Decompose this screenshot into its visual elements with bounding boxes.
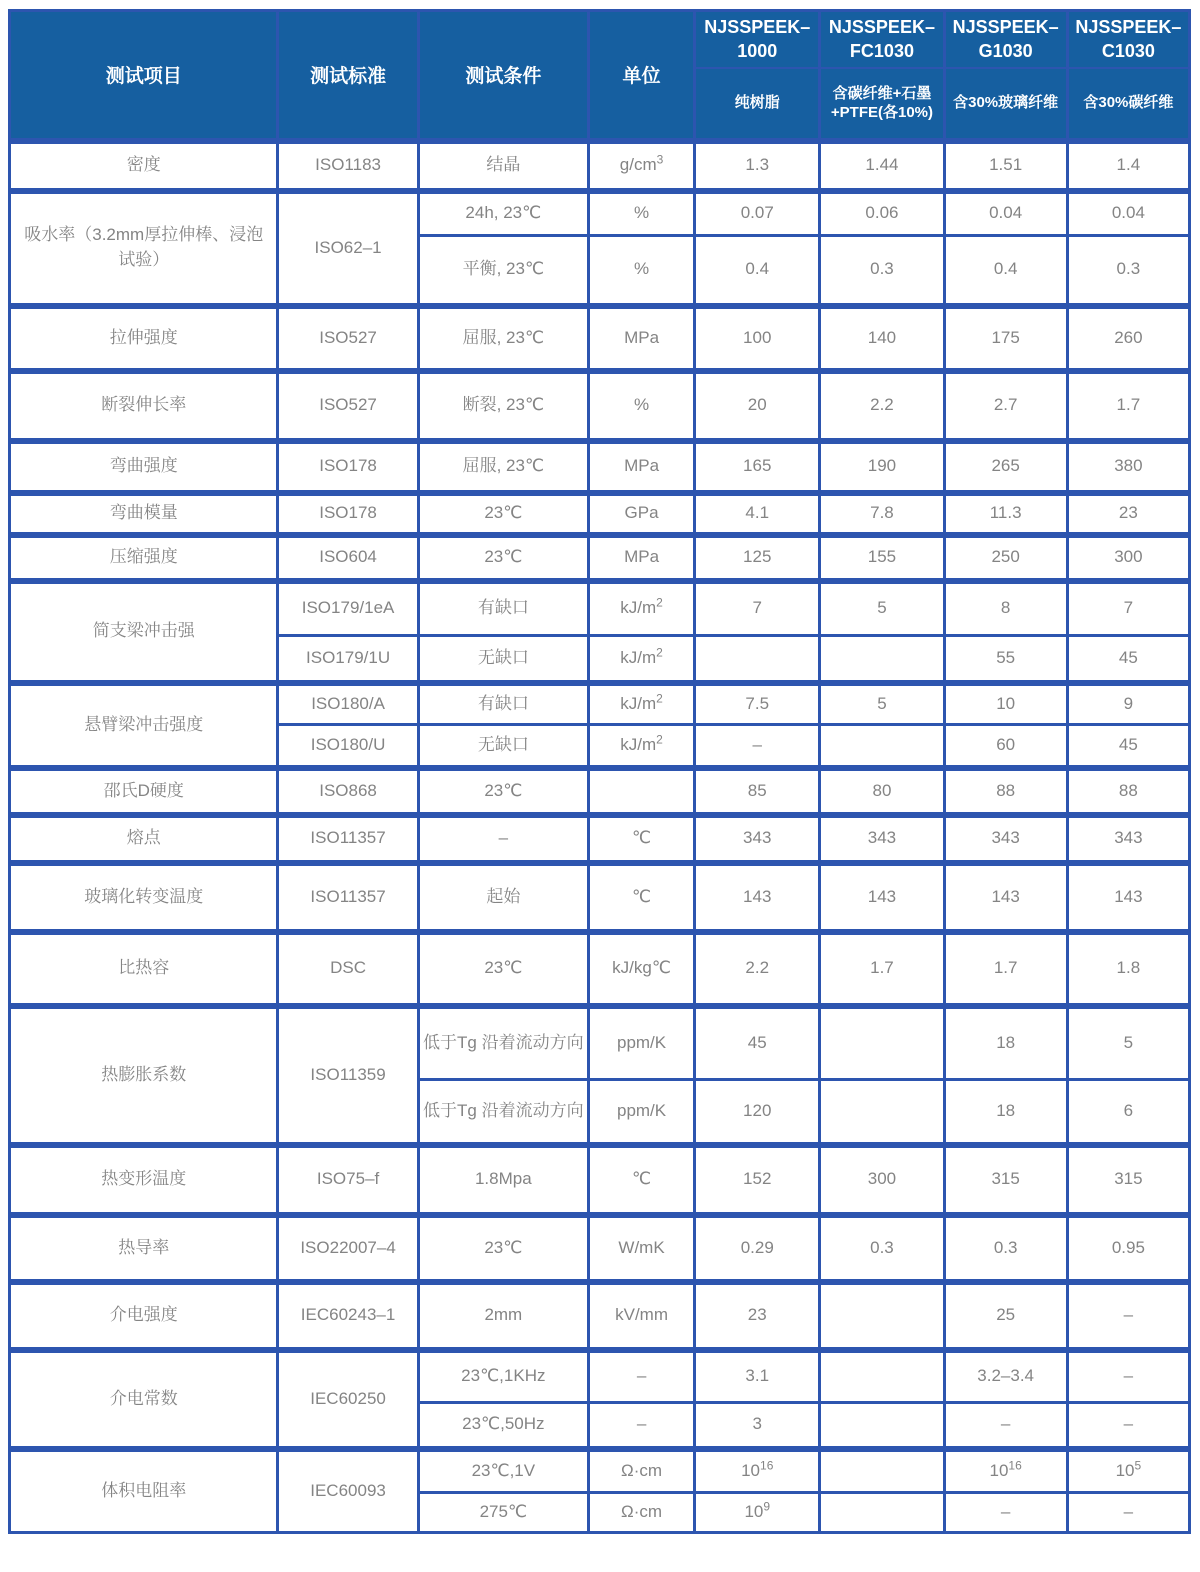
value-cell [695, 636, 820, 683]
value-exponent: 9 [763, 1499, 771, 1514]
value-cell [820, 1493, 944, 1533]
value-cell: 125 [695, 535, 820, 581]
value-cell: 1.8 [1067, 932, 1189, 1006]
value-cell [695, 1493, 820, 1533]
value-cell: 190 [820, 441, 944, 493]
condition-cell: 23℃ [418, 768, 588, 815]
standard-cell: ISO1183 [278, 141, 418, 191]
property-cell: 弯曲强度 [10, 441, 278, 493]
product-model-header: NJSSPEEK–1000 [695, 11, 820, 68]
value-cell: 0.04 [1067, 191, 1189, 236]
value-cell: – [944, 1403, 1067, 1449]
value-cell [820, 1006, 944, 1080]
standard-cell: ISO178 [278, 493, 418, 535]
property-cell: 热变形温度 [10, 1145, 278, 1215]
value-cell: – [695, 725, 820, 768]
unit-base: g/cm [619, 155, 657, 175]
condition-cell: 23℃,50Hz [418, 1403, 588, 1449]
unit-cell: MPa [588, 306, 694, 371]
value-cell: 7.5 [695, 683, 820, 725]
product-model-header: NJSSPEEK–G1030 [944, 11, 1067, 68]
value-cell: – [1067, 1403, 1189, 1449]
unit-exponent: 2 [656, 595, 663, 610]
table-row [10, 815, 1190, 863]
table-row [10, 191, 1190, 236]
column-header-test-condition: 测试条件 [418, 11, 588, 141]
value-cell: 6 [1067, 1080, 1189, 1145]
property-cell: 简支梁冲击强 [10, 581, 278, 683]
value-cell: 4.1 [695, 493, 820, 535]
value-cell: 343 [695, 815, 820, 863]
value-cell [820, 1449, 944, 1493]
value-cell: 0.06 [820, 191, 944, 236]
value-base: 10 [741, 1460, 761, 1480]
condition-cell: 24h, 23℃ [418, 191, 588, 236]
value-cell: 10 [944, 683, 1067, 725]
unit-exponent: 2 [656, 691, 663, 706]
unit-base: kJ/m [620, 647, 657, 667]
unit-base: kJ/m [620, 693, 657, 713]
unit-base: kJ/m [620, 598, 657, 618]
column-header-test-item: 测试项目 [10, 11, 278, 141]
condition-cell: – [418, 815, 588, 863]
value-cell: – [1067, 1282, 1189, 1350]
value-cell: 343 [944, 815, 1067, 863]
value-cell: 7.8 [820, 493, 944, 535]
table-row [10, 1145, 1190, 1215]
table-row [10, 683, 1190, 725]
value-cell: 11.3 [944, 493, 1067, 535]
property-cell: 压缩强度 [10, 535, 278, 581]
condition-cell: 有缺口 [418, 683, 588, 725]
value-cell: 2.2 [820, 371, 944, 441]
condition-cell: 23℃ [418, 493, 588, 535]
unit-cell: % [588, 371, 694, 441]
standard-cell: ISO62–1 [278, 191, 418, 306]
unit-cell: ppm/K [588, 1006, 694, 1080]
standard-cell: ISO868 [278, 768, 418, 815]
property-cell: 体积电阻率 [10, 1449, 278, 1533]
value-cell: 155 [820, 535, 944, 581]
value-cell: 60 [944, 725, 1067, 768]
product-desc-header: 含30%碳纤维 [1067, 68, 1189, 141]
property-cell: 热导率 [10, 1215, 278, 1282]
value-cell: 5 [820, 581, 944, 636]
table-row [10, 441, 1190, 493]
value-cell: 140 [820, 306, 944, 371]
property-cell: 拉伸强度 [10, 306, 278, 371]
value-cell: 143 [695, 863, 820, 932]
product-model-header: NJSSPEEK–FC1030 [820, 11, 944, 68]
table-row [10, 581, 1190, 636]
unit-cell: % [588, 191, 694, 236]
unit-cell [588, 768, 694, 815]
value-cell [820, 1080, 944, 1145]
value-cell: 18 [944, 1006, 1067, 1080]
value-cell: 250 [944, 535, 1067, 581]
value-cell [820, 1403, 944, 1449]
value-cell: 0.4 [695, 236, 820, 306]
property-cell: 熔点 [10, 815, 278, 863]
value-cell: 0.3 [820, 1215, 944, 1282]
unit-cell [588, 141, 694, 191]
value-cell: 2.7 [944, 371, 1067, 441]
column-header-test-standard: 测试标准 [278, 11, 418, 141]
condition-cell: 275℃ [418, 1493, 588, 1533]
table-row [10, 1006, 1190, 1080]
header-row-models [10, 11, 1190, 68]
standard-cell: ISO604 [278, 535, 418, 581]
property-cell: 悬臂梁冲击强度 [10, 683, 278, 768]
property-cell: 热膨胀系数 [10, 1006, 278, 1145]
value-cell: 3.1 [695, 1350, 820, 1403]
table-row [10, 1350, 1190, 1403]
value-cell: 343 [820, 815, 944, 863]
value-cell: 0.95 [1067, 1215, 1189, 1282]
condition-cell: 屈服, 23℃ [418, 441, 588, 493]
condition-cell: 23℃,1V [418, 1449, 588, 1493]
unit-exponent: 3 [656, 152, 664, 167]
value-cell: 165 [695, 441, 820, 493]
value-cell: 175 [944, 306, 1067, 371]
table-row [10, 768, 1190, 815]
product-desc-header: 含30%玻璃纤维 [944, 68, 1067, 141]
property-cell: 介电常数 [10, 1350, 278, 1449]
unit-cell [588, 636, 694, 683]
unit-cell [588, 725, 694, 768]
condition-cell: 23℃,1KHz [418, 1350, 588, 1403]
property-cell: 邵氏D硬度 [10, 768, 278, 815]
property-cell: 玻璃化转变温度 [10, 863, 278, 932]
value-base: 10 [1115, 1460, 1135, 1480]
value-cell: 2.2 [695, 932, 820, 1006]
standard-cell: ISO11357 [278, 815, 418, 863]
table-row [10, 141, 1190, 191]
value-cell [1067, 1449, 1189, 1493]
unit-cell: – [588, 1403, 694, 1449]
value-cell: 0.07 [695, 191, 820, 236]
property-cell: 介电强度 [10, 1282, 278, 1350]
value-cell [820, 636, 944, 683]
standard-cell: ISO179/1eA [278, 581, 418, 636]
value-cell: 1.7 [1067, 371, 1189, 441]
standard-cell: ISO179/1U [278, 636, 418, 683]
property-cell: 断裂伸长率 [10, 371, 278, 441]
value-exponent: 16 [1008, 1458, 1022, 1473]
table-row [10, 493, 1190, 535]
value-cell: 0.04 [944, 191, 1067, 236]
value-cell: 5 [1067, 1006, 1189, 1080]
unit-cell [588, 683, 694, 725]
value-cell: 88 [1067, 768, 1189, 815]
value-cell: 300 [1067, 535, 1189, 581]
unit-cell: Ω·cm [588, 1449, 694, 1493]
spec-table [8, 9, 1191, 1534]
product-desc-header: 含碳纤维+石墨+PTFE(各10%) [820, 68, 944, 141]
unit-cell: kJ/kg℃ [588, 932, 694, 1006]
value-cell: 85 [695, 768, 820, 815]
value-cell: 315 [1067, 1145, 1189, 1215]
unit-exponent: 2 [656, 732, 663, 747]
value-cell: 380 [1067, 441, 1189, 493]
unit-cell: MPa [588, 441, 694, 493]
table-row [10, 371, 1190, 441]
table-row [10, 535, 1190, 581]
value-cell: 143 [820, 863, 944, 932]
value-cell: 1.7 [944, 932, 1067, 1006]
value-base: 10 [744, 1502, 764, 1522]
condition-cell: 断裂, 23℃ [418, 371, 588, 441]
value-cell: 45 [695, 1006, 820, 1080]
table-row [10, 863, 1190, 932]
value-cell: 143 [944, 863, 1067, 932]
standard-cell: ISO75–f [278, 1145, 418, 1215]
unit-cell: % [588, 236, 694, 306]
value-cell: 0.3 [820, 236, 944, 306]
unit-cell: ℃ [588, 815, 694, 863]
value-cell: 343 [1067, 815, 1189, 863]
value-cell [820, 1350, 944, 1403]
condition-cell: 无缺口 [418, 636, 588, 683]
value-cell: 0.3 [1067, 236, 1189, 306]
condition-cell: 23℃ [418, 1215, 588, 1282]
value-base: 10 [989, 1460, 1009, 1480]
standard-cell: DSC [278, 932, 418, 1006]
standard-cell: ISO11357 [278, 863, 418, 932]
value-cell: 0.29 [695, 1215, 820, 1282]
standard-cell: ISO527 [278, 371, 418, 441]
value-cell: 45 [1067, 636, 1189, 683]
standard-cell: IEC60243–1 [278, 1282, 418, 1350]
product-desc-header: 纯树脂 [695, 68, 820, 141]
condition-cell: 23℃ [418, 932, 588, 1006]
value-cell: 18 [944, 1080, 1067, 1145]
standard-cell: IEC60250 [278, 1350, 418, 1449]
value-exponent: 16 [760, 1458, 774, 1473]
value-cell: 23 [695, 1282, 820, 1350]
unit-cell: ℃ [588, 863, 694, 932]
value-cell: 143 [1067, 863, 1189, 932]
value-cell: 1.3 [695, 141, 820, 191]
property-cell: 比热容 [10, 932, 278, 1006]
table-row [10, 932, 1190, 1006]
value-cell: 100 [695, 306, 820, 371]
value-exponent: 5 [1134, 1458, 1142, 1473]
unit-cell: ppm/K [588, 1080, 694, 1145]
value-cell [695, 1449, 820, 1493]
property-cell: 密度 [10, 141, 278, 191]
table-row [10, 306, 1190, 371]
table-row [10, 1449, 1190, 1493]
value-cell: – [1067, 1350, 1189, 1403]
condition-cell: 低于Tg 沿着流动方向 [418, 1006, 588, 1080]
value-cell: – [944, 1493, 1067, 1533]
unit-exponent: 2 [656, 645, 663, 660]
condition-cell: 平衡, 23℃ [418, 236, 588, 306]
value-cell: 300 [820, 1145, 944, 1215]
column-header-unit: 单位 [588, 11, 694, 141]
standard-cell: ISO178 [278, 441, 418, 493]
standard-cell: ISO527 [278, 306, 418, 371]
value-cell [944, 1449, 1067, 1493]
standard-cell: IEC60093 [278, 1449, 418, 1533]
value-cell: 1.7 [820, 932, 944, 1006]
condition-cell: 1.8Mpa [418, 1145, 588, 1215]
value-cell: 80 [820, 768, 944, 815]
unit-cell: Ω·cm [588, 1493, 694, 1533]
unit-cell: MPa [588, 535, 694, 581]
value-cell: 7 [1067, 581, 1189, 636]
value-cell: 23 [1067, 493, 1189, 535]
unit-cell: W/mK [588, 1215, 694, 1282]
standard-cell: ISO180/A [278, 683, 418, 725]
value-cell: 8 [944, 581, 1067, 636]
value-cell: 1.51 [944, 141, 1067, 191]
unit-cell: kV/mm [588, 1282, 694, 1350]
unit-cell: GPa [588, 493, 694, 535]
value-cell: 88 [944, 768, 1067, 815]
value-cell: 1.44 [820, 141, 944, 191]
value-cell [820, 1282, 944, 1350]
condition-cell: 有缺口 [418, 581, 588, 636]
value-cell: 0.3 [944, 1215, 1067, 1282]
value-cell: 3.2–3.4 [944, 1350, 1067, 1403]
unit-cell [588, 581, 694, 636]
unit-cell: ℃ [588, 1145, 694, 1215]
value-cell: 7 [695, 581, 820, 636]
product-model-header: NJSSPEEK–C1030 [1067, 11, 1189, 68]
value-cell: 9 [1067, 683, 1189, 725]
table-row [10, 1215, 1190, 1282]
value-cell: 265 [944, 441, 1067, 493]
condition-cell: 起始 [418, 863, 588, 932]
property-cell: 弯曲模量 [10, 493, 278, 535]
value-cell: 315 [944, 1145, 1067, 1215]
condition-cell: 低于Tg 沿着流动方向 [418, 1080, 588, 1145]
standard-cell: ISO180/U [278, 725, 418, 768]
value-cell: 152 [695, 1145, 820, 1215]
value-cell: 5 [820, 683, 944, 725]
condition-cell: 无缺口 [418, 725, 588, 768]
value-cell: 0.4 [944, 236, 1067, 306]
value-cell: 55 [944, 636, 1067, 683]
condition-cell: 23℃ [418, 535, 588, 581]
value-cell: 25 [944, 1282, 1067, 1350]
value-cell [820, 725, 944, 768]
value-cell: 1.4 [1067, 141, 1189, 191]
table-row [10, 1282, 1190, 1350]
standard-cell: ISO22007–4 [278, 1215, 418, 1282]
value-cell: 260 [1067, 306, 1189, 371]
value-cell: – [1067, 1493, 1189, 1533]
value-cell: 3 [695, 1403, 820, 1449]
value-cell: 120 [695, 1080, 820, 1145]
value-cell: 45 [1067, 725, 1189, 768]
condition-cell: 结晶 [418, 141, 588, 191]
value-cell: 20 [695, 371, 820, 441]
standard-cell: ISO11359 [278, 1006, 418, 1145]
condition-cell: 2mm [418, 1282, 588, 1350]
unit-base: kJ/m [620, 734, 657, 754]
unit-cell: – [588, 1350, 694, 1403]
property-cell: 吸水率（3.2mm厚拉伸棒、浸泡试验） [10, 191, 278, 306]
condition-cell: 屈服, 23℃ [418, 306, 588, 371]
